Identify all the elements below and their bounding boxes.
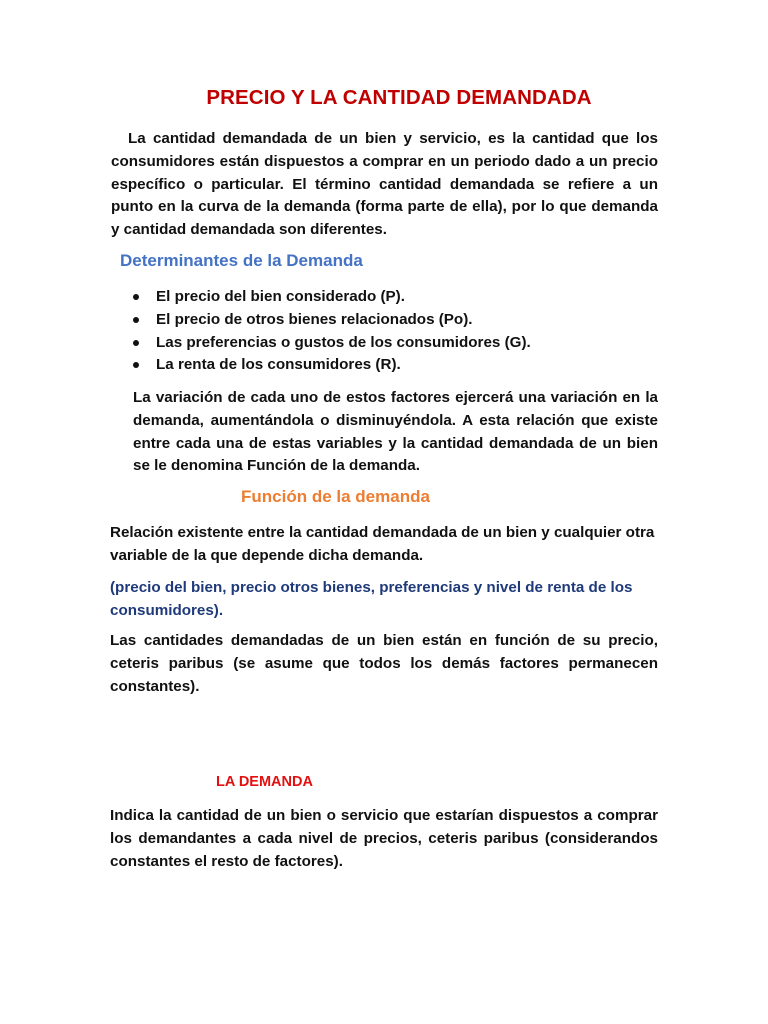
list-item — [133, 332, 658, 355]
determinants-list — [133, 286, 658, 377]
demand-paragraph: Indica la cantidad de un bien o servicio que estarían dispuestos a comprar los demandantes a cada nivel de precios, ceteris paribus (considerandos constantes el resto de factores). — [110, 807, 658, 870]
function-heading: Función de la demanda — [241, 487, 430, 506]
list-item — [133, 309, 658, 332]
list-item-text: Las preferencias o gustos de los consumidores (G). — [156, 333, 531, 351]
demand-heading: LA DEMANDA — [216, 774, 313, 790]
page-title: PRECIO Y LA CANTIDAD DEMANDADA — [206, 86, 592, 109]
function-note: (precio del bien, precio otros bienes, preferencias y nivel de renta de los consumidores). — [110, 579, 633, 619]
list-item — [133, 354, 658, 377]
list-item-text: El precio del bien considerado (P). — [156, 288, 405, 305]
list-item-text: La renta de los consumidores (R). — [156, 356, 401, 374]
intro-paragraph: La cantidad demandada de un bien y servicio, es la cantidad que los consumidores están dispuestos a comprar en un periodo dado a un precio específico o particular. El término cantidad demandada se refiere a un punto en la curva de la demanda (forma parte de ella), por lo que demanda y cantidad demandada son diferentes. — [111, 130, 658, 239]
function-paragraph: Relación existente entre la cantidad demandada de un bien y cualquier otra variable de la que depende dicha demanda. — [110, 524, 655, 564]
bullet-icon — [133, 362, 139, 368]
determinants-paragraph: La variación de cada uno de estos factores ejercerá una variación en la demanda, aumentándola o disminuyéndola. A esta relación que existe entre cada una de estas variables y la cantidad demandada de un bien se le denomina Función de la demanda. — [133, 389, 658, 475]
list-item-text: El precio de otros bienes relacionados (Po). — [156, 310, 473, 328]
list-item — [133, 286, 658, 309]
bullet-icon — [133, 294, 139, 300]
bullet-icon — [133, 317, 139, 323]
bullet-icon — [133, 340, 139, 346]
determinants-heading: Determinantes de la Demanda — [120, 251, 363, 270]
function-paragraph-2: Las cantidades demandadas de un bien están en función de su precio, ceteris paribus (se asume que todos los demás factores permanecen constantes). — [110, 632, 658, 695]
